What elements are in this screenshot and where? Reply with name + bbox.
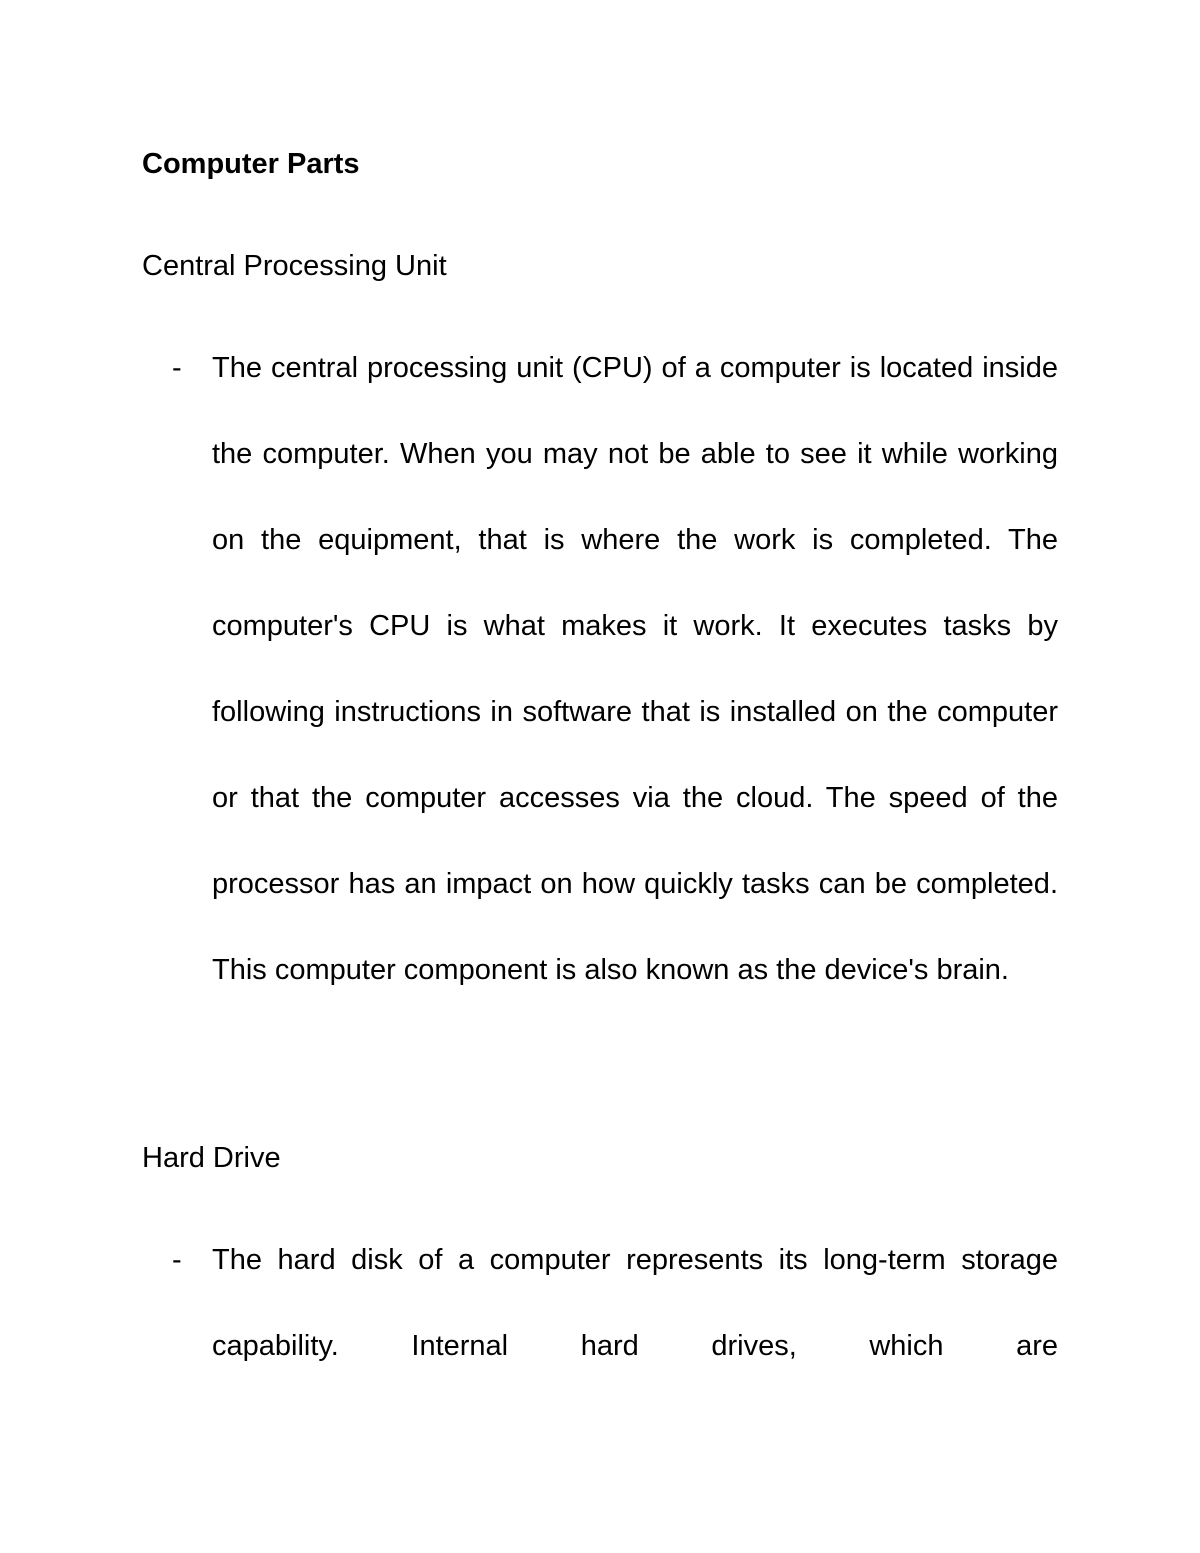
- bullet-item-cpu: [142, 325, 1058, 1013]
- hard-drive-description: The hard disk of a computer represents its long-term storage capability. Internal hard drives, which are: [212, 1244, 1058, 1362]
- bullet-marker: -: [172, 1244, 182, 1276]
- bullet-marker: -: [172, 352, 182, 384]
- section-heading-hard-drive: Hard Drive: [142, 1142, 281, 1174]
- document-title: Computer Parts: [142, 148, 360, 180]
- bullet-item-hard-drive: [142, 1217, 1058, 1389]
- section-heading-cpu: Central Processing Unit: [142, 250, 447, 282]
- cpu-description: The central processing unit (CPU) of a computer is located inside the computer. When you may not be able to see it while working on the equipment, that is where the work is completed. The computer's CPU is what makes it work. It executes tasks by following instructions in software that is installed on the computer or that the computer accesses via the cloud. The speed of the processor has an impact on how quickly tasks can be completed. This computer component is also known as the device's brain.: [212, 352, 1058, 986]
